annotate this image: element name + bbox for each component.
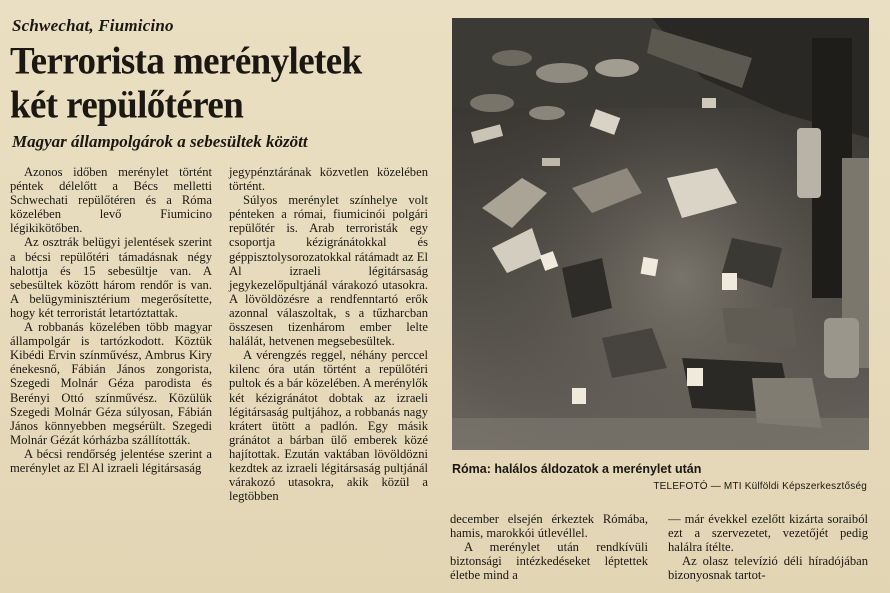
article-column-3 [450, 512, 648, 582]
photo-caption: Róma: halálos áldozatok a merénylet után [452, 462, 702, 476]
article-column-1 [10, 165, 212, 475]
article-column-4 [668, 512, 868, 582]
news-photo [452, 18, 869, 450]
photo-credit: TELEFOTÓ — MTI Külföldi Képszerkesztőség [653, 481, 867, 492]
headline [10, 40, 440, 128]
paragraph: Azonos időben merénylet történt péntek délelőtt a Bécs melletti Schwechati repülőtéren és a Róma közelében levő Fiumicino légikikötőben. [10, 165, 212, 236]
paragraph: A vérengzés reggel, néhány perccel kilenc óra után történt a repülőtéri pultok és a bár közelében. A merénylők két kézigránátot dobtak az izraeli légitársaság pultjához, a robbanás nagy krátert ütött a padlón. Egy másik gránátot a bárban ülő emberek közé hajítottak. Ezután vaktában lövöldözni kezdtek az izraeli légitársaság pultjánál várakozó utasokra, akik közül a legtöbben [229, 348, 428, 504]
airport-scene-photo [452, 18, 869, 450]
paragraph: december elsején érkeztek Rómába, hamis, marokkói útlevéllel. [450, 512, 648, 541]
paragraph: Az osztrák belügyi jelentések szerint a bécsi repülőtéri támadásnak négy halottja és 15 sebesültje van. A sebesültek között három rendőr is van. A belügyminisztérium megerősítette, hogy két terroristát letartóztattak. [10, 235, 212, 320]
paragraph: A bécsi rendőrség jelentése szerint a merénylet az El Al izraeli légitársaság [10, 446, 212, 475]
headline-line-2: két repülőtéren [10, 84, 244, 128]
headline-line-1: Terrorista merényletek [10, 40, 362, 84]
paragraph: jegypénztárának közvetlen közelében történt. [229, 165, 428, 194]
paragraph: A robbanás közelében több magyar állampolgár is tartózkodott. Köztük Kibédi Ervin színművész, Ambrus Kiry énekesnő, Fábián János zongorista, Szegedi Molnár Géza parodista és Berényi Ottó színművész. Közülük Szegedi Molnár Géza súlyosan, Fábián János könnyebben megsérült. Szegedi Molnár Gézát kórházba szállították. [10, 320, 212, 447]
subheadline: Magyar állampolgárok a sebesültek között [12, 132, 308, 151]
kicker: Schwechat, Fiumicino [12, 16, 174, 35]
paragraph: — már évekkel ezelőtt kizárta soraiból ezt a szervezetet, vezetőjét pedig halálra ítélte. [668, 512, 868, 555]
paragraph: Súlyos merénylet színhelye volt pénteken a római, fiumicinói polgári repülőtér is. Arab terroristák egy csoportja kézigránátokkal és géppisztolysorozatokkal rátámadt az El Al izraeli légitársaság jegykezelőpultjánál várakozó utasokra. A lövöldözésre a rendfenntartó erők azonnal válaszoltak, s a tűzharcban összesen tizenhárom ember lelte halálát, hetvenen megsebesültek. [229, 193, 428, 349]
article-column-2 [229, 165, 428, 503]
paragraph: Az olasz televízió déli híradójában bizonyosnak tartot- [668, 554, 868, 583]
paragraph: A merénylet után rendkívüli biztonsági intézkedéseket léptettek életbe mind a [450, 540, 648, 583]
